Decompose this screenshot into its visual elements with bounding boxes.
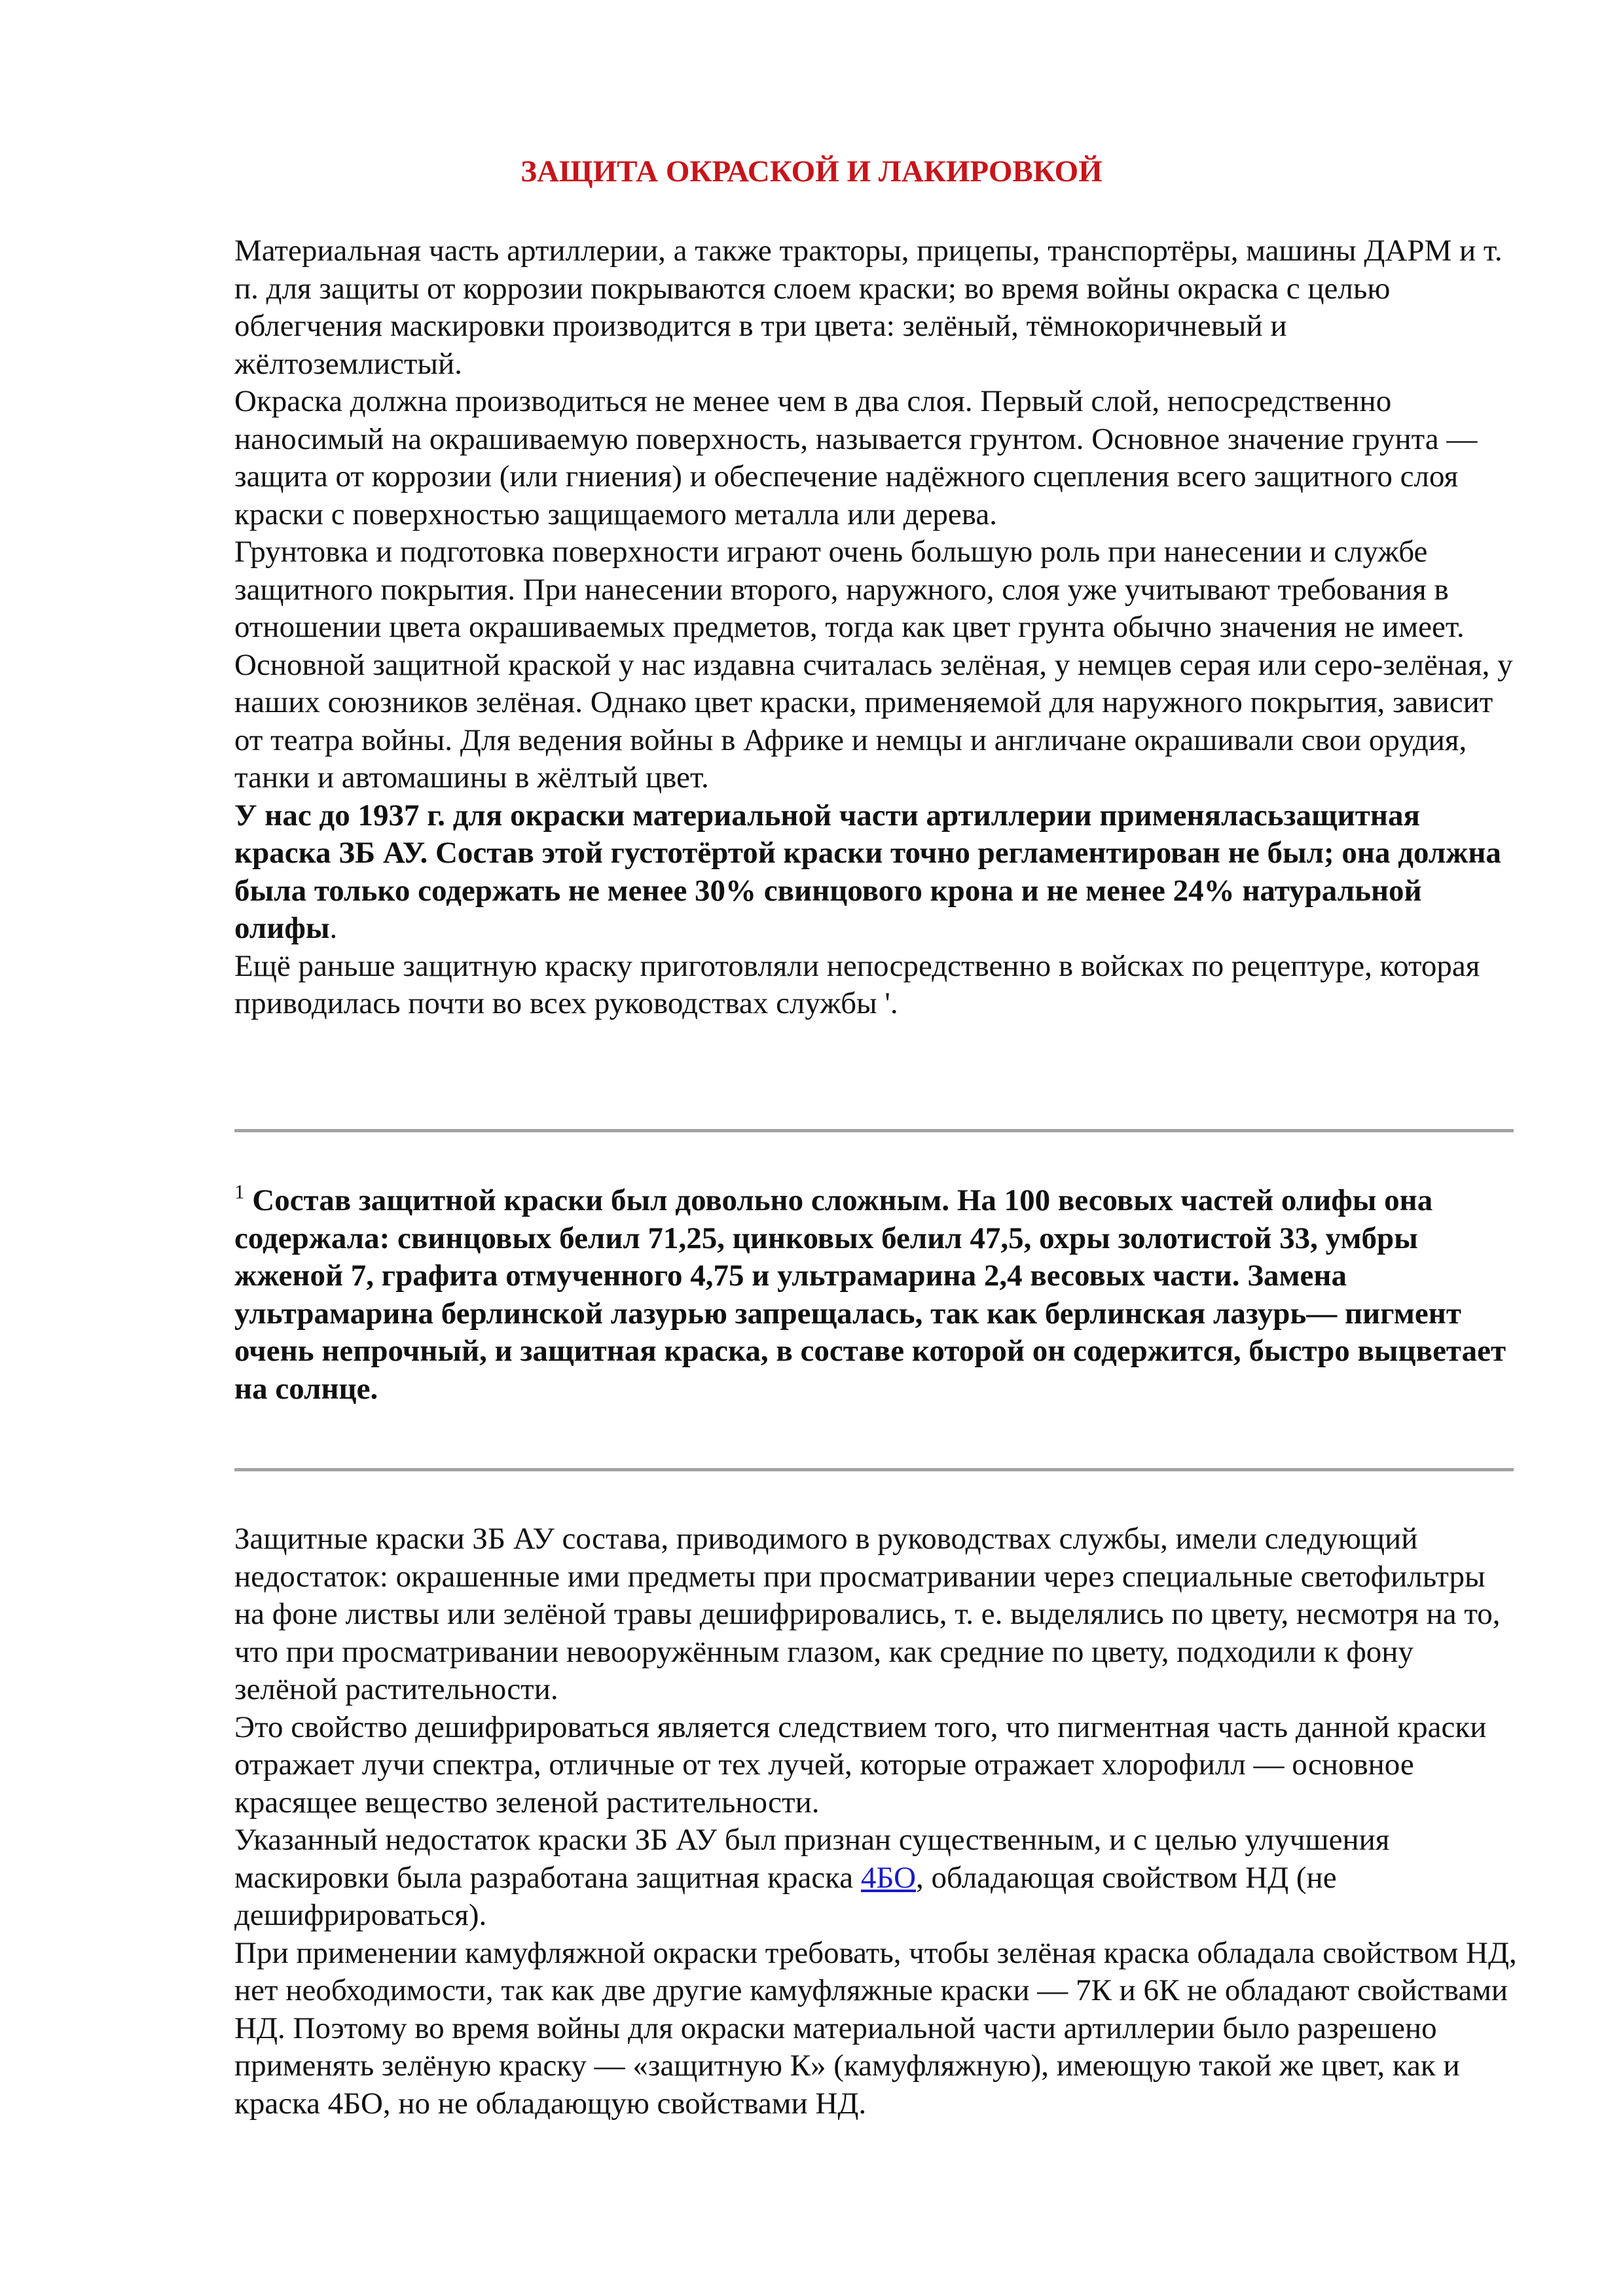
body-section-1 [234,232,1518,1023]
paragraph: Материальная часть артиллерии, а также тракторы, прицепы, транспортёры, машины ДАРМ и т. п. для защиты от коррозии покрываются слоем краски; во время войны окраска с целью облегчения маскировки производится в три цвета: зелёный, тёмнокоричневый и жёлтоземлистый. [234,234,1503,381]
paragraph-bold [234,797,1518,948]
horizontal-divider [234,1468,1514,1471]
bold-text-tail: . [329,911,338,945]
body-section-2 [234,1520,1522,2123]
paint-4bo-link[interactable]: 4БО [860,1860,917,1895]
paragraph: Окраска должна производиться не менее чем в два слоя. Первый слой, непосредственно наносимый на окрашиваемую поверхность, называется грунтом. Основное значение грунта — защита от коррозии (или гниения) и обеспечение надёжного сцепления всего защитного слоя краски с поверхностью защищаемого металла или дерева. [234,384,1478,531]
paragraph: Защитные краски ЗБ АУ состава, приводимого в руководствах службы, имели следующий недостаток: окрашенные ими предметы при просматривании через специальные светофильтры на фоне листвы или зелёной травы дешифрировались, т. е. выделялись по цвету, несмотря на то, что при просматривании невооружённым глазом, как средние по цвету, подходили к фону зелёной растительности. [234,1522,1501,1706]
paragraph: Это свойство дешифрироваться является следствием того, что пигментная часть данной краски отражает лучи спектра, отличные от тех лучей, которые отражает хлорофилл — основное красящее вещество зеленой растительности. [234,1710,1487,1820]
horizontal-divider [234,1129,1514,1132]
paragraph: Указанный недостаток краски ЗБ АУ был признан существенным, и с целью улучшения маскировки была разработана защитная краска 4БО, обладающая свойством НД (не дешифрироваться). [234,1823,1390,1932]
footnote [234,1182,1522,1408]
footnote-text: Состав защитной краски был довольно сложным. На 100 весовых частей олифы она содержала: свинцовых белил 71,25, цинковых белил 47,5, охры золотистой 33, умбры жженой 7, графита отмученного 4,75 и ультрамарина 2,4 весовых части. Замена ультрамарина берлинской лазурью запрещалась, так как берлинская лазурь— пигмент очень непрочный, и защитная краска, в составе которой он содержится, быстро выцветает на солнце. [234,1183,1506,1406]
paragraph: Ещё раньше защитную краску приготовляли непосредственно в войсках по рецептуре, которая приводилась почти во всех руководствах службы '. [234,948,1480,1020]
page-title: ЗАЩИТА ОКРАСКОЙ И ЛАКИРОВКОЙ [520,154,1103,188]
bold-text: У нас до 1937 г. для окраски материальной части артиллерии применяласьзащитная краска ЗБ АУ. Состав этой густотёртой краски точно регламентирован не был; она должна была только содержать не менее 30% свинцового крона и не менее 24% натуральной олифы [234,798,1501,945]
paragraph: Грунтовка и подготовка поверхности играют очень большую роль при нанесении и службе защитного покрытия. При нанесении второго, наружного, слоя уже учитывают требования в отношении цвета окрашиваемых предметов, тогда как цвет грунта обычно значения не имеет. [234,535,1465,644]
paragraph: Основной защитной краской у нас издавна считалась зелёная, у немцев серая или серо-зелёная, у наших союзников зелёная. Однако цвет краски, применяемой для наружного покрытия, зависит от театра войны. Для ведения войны в Африке и немцы и англичане окрашивали свои орудия, танки и автомашины в жёлтый цвет. [234,647,1513,795]
footnote-number: 1 [234,1180,245,1203]
paragraph: При применении камуфляжной окраски требовать, чтобы зелёная краска обладала свойством НД, нет необходимости, так как две другие камуфляжные краски — 7К и 6К не обладают свойствами НД. Поэтому во время войны для окраски материальной части артиллерии было разрешено применять зелёную краску — «защитную К» (камуфляжную), имеющую такой же цвет, как и краска 4БО, но не обладающую свойствами НД. [234,1935,1517,2121]
